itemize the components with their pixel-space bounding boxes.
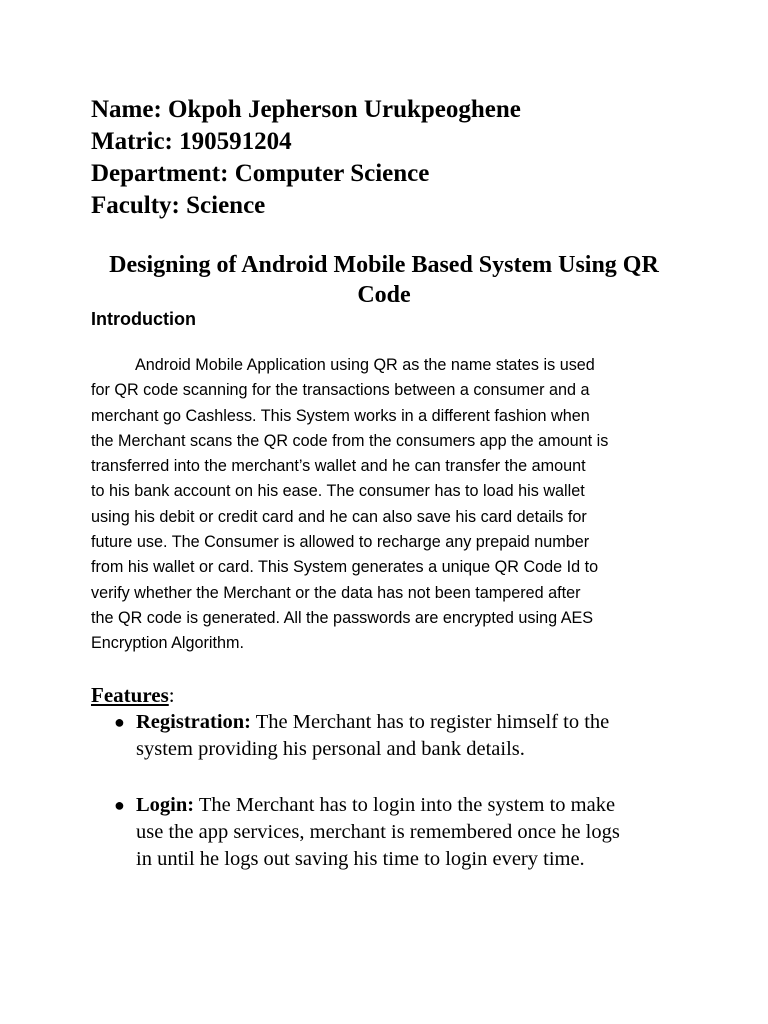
paragraph-line: merchant go Cashless. This System works in a different fashion when — [91, 406, 590, 425]
feature-text — [136, 709, 676, 763]
paragraph-line: for QR code scanning for the transactions between a consumer and a — [91, 381, 590, 400]
features-heading-text: Features — [91, 683, 169, 707]
department: Department: Computer Science — [91, 160, 430, 187]
matric-number: Matric: 190591204 — [91, 128, 292, 155]
feature-term: Login: — [136, 794, 195, 816]
bullet-icon: ● — [114, 712, 125, 732]
paragraph-line: Android Mobile Application using QR as the name states is used — [135, 356, 595, 374]
feature-description: The Merchant has to register himself to the — [251, 711, 610, 733]
introduction-heading: Introduction — [91, 309, 196, 329]
student-info — [91, 94, 731, 222]
features-heading-colon: : — [168, 683, 175, 707]
feature-line: system providing his personal and bank details. — [136, 738, 525, 760]
feature-line — [136, 709, 676, 736]
paragraph-line: the Merchant scans the QR code from the consumers app the amount is — [91, 431, 609, 450]
bullet-icon: ● — [114, 795, 125, 815]
paragraph-line: using his debit or credit card and he can also save his card details for — [91, 507, 587, 526]
paragraph-line: Encryption Algorithm. — [91, 634, 244, 653]
paragraph-line: verify whether the Merchant or the data has not been tampered after — [91, 583, 581, 602]
document-title-line: Designing of Android Mobile Based System Using QR — [109, 252, 659, 278]
document-title — [80, 250, 688, 310]
paragraph-line: future use. The Consumer is allowed to recharge any prepaid number — [91, 533, 590, 552]
paragraph-line: from his wallet or card. This System generates a unique QR Code Id to — [91, 558, 599, 577]
document-title-line: Code — [357, 282, 411, 308]
feature-description: The Merchant has to login into the system to make — [194, 794, 616, 816]
introduction-paragraph — [91, 353, 657, 657]
feature-line: in until he logs out saving his time to login every time. — [136, 848, 585, 870]
feature-line — [136, 792, 676, 819]
feature-line: use the app services, merchant is remembered once he logs — [136, 821, 620, 843]
feature-term: Registration: — [136, 711, 252, 733]
paragraph-line: to his bank account on his ease. The consumer has to load his wallet — [91, 482, 585, 501]
student-name: Name: Okpoh Jepherson Urukpeoghene — [91, 96, 521, 123]
features-heading — [91, 682, 175, 708]
faculty: Faculty: Science — [91, 192, 266, 219]
feature-text — [136, 792, 676, 873]
paragraph-line: transferred into the merchant’s wallet and he can transfer the amount — [91, 457, 586, 476]
paragraph-line: the QR code is generated. All the passwords are encrypted using AES — [91, 608, 594, 627]
